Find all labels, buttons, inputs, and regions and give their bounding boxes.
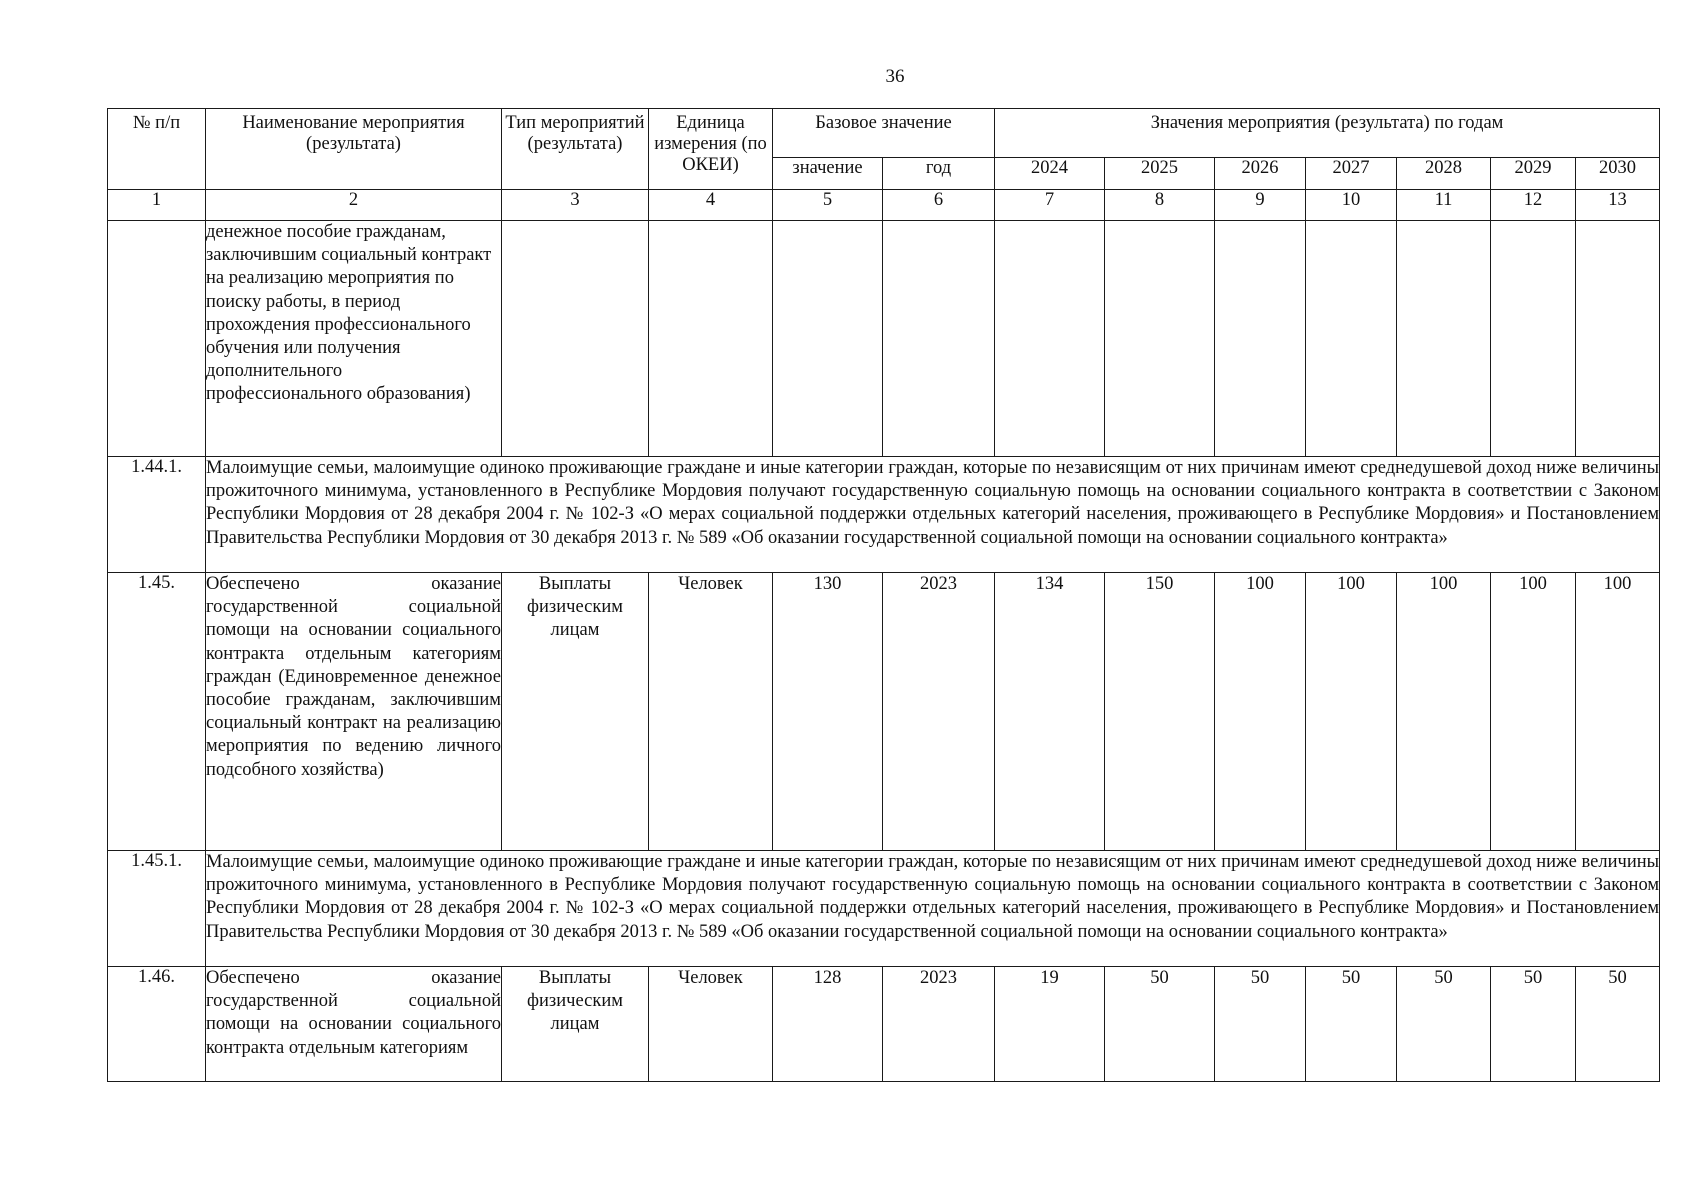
header-unit: Единица измерения (по ОКЕИ) [649,109,773,190]
row-type-cell [502,221,649,457]
header-year: 2027 [1306,158,1397,190]
column-number: 7 [995,190,1105,221]
row-description-cell: Малоимущие семьи, малоимущие одиноко проживающие граждане и иные категории граждан, которые по независящим от них причинам имеют среднедушевой доход ниже величины прожиточного минимума, установленного в Республике Мордовия получают государственную социальную помощь на основании социального контракта в соответствии с Законом Республики Мордовия от 28 декабря 2004 г. № 102-З «О мерах социальной поддержки отдельных категорий населения, проживающего в Республике Мордовия» и Постановлением Правительства Республики Мордовия от 30 декабря 2013 г. № 589 «Об оказании государственной социальной помощи на основании социального контракта» [206,457,1660,573]
row-base-value-cell: 128 [773,967,883,1082]
page-number: 36 [885,66,905,87]
row-name-cell: Обеспечено оказание государственной социальной помощи на основании социального контракта отдельным категориям граждан (Единовременное денежное пособие гражданам, заключившим социальный контракт на реализацию мероприятия по ведению личного подсобного хозяйства) [206,573,502,851]
header-row-1 [108,109,1660,158]
table-row [108,573,1660,851]
header-base-group: Базовое значение [773,109,995,158]
column-number: 11 [1397,190,1491,221]
header-index: № п/п [108,109,206,190]
row-base-year-cell: 2023 [883,967,995,1082]
table-row [108,457,1660,573]
row-year-cell: 100 [1397,573,1491,851]
column-number: 9 [1215,190,1306,221]
row-index-cell: 1.45. [108,573,206,851]
row-year-cell: 100 [1215,573,1306,851]
row-name-cell: Обеспечено оказание государственной социальной помощи на основании социального контракта отдельным категориям [206,967,502,1082]
row-year-cell [995,221,1105,457]
header-name: Наименование мероприятия (результата) [206,109,502,190]
row-unit-cell: Человек [649,573,773,851]
column-number: 13 [1576,190,1660,221]
header-year: 2028 [1397,158,1491,190]
column-number: 2 [206,190,502,221]
header-year: 2029 [1491,158,1576,190]
column-number: 8 [1105,190,1215,221]
column-number: 3 [502,190,649,221]
row-base-value-cell: 130 [773,573,883,851]
column-number: 12 [1491,190,1576,221]
column-number: 5 [773,190,883,221]
row-year-cell: 50 [1215,967,1306,1082]
row-year-cell [1105,221,1215,457]
row-year-cell: 50 [1105,967,1215,1082]
column-number: 1 [108,190,206,221]
row-year-cell: 50 [1397,967,1491,1082]
table-row [108,851,1660,967]
row-year-cell: 50 [1576,967,1660,1082]
row-base-year-cell [883,221,995,457]
row-index-cell: 1.46. [108,967,206,1082]
header-year: 2024 [995,158,1105,190]
row-name-cell: денежное пособие гражданам, заключившим социальный контракт на реализацию мероприятия по поиску работы, в период прохождения профессионального обучения или получения дополнительного профессионального образования) [206,221,502,457]
header-years-group: Значения мероприятия (результата) по годам [995,109,1660,158]
row-description-cell: Малоимущие семьи, малоимущие одиноко проживающие граждане и иные категории граждан, которые по независящим от них причинам имеют среднедушевой доход ниже величины прожиточного минимума, установленного в Республике Мордовия получают государственную социальную помощь на основании социального контракта в соответствии с Законом Республики Мордовия от 28 декабря 2004 г. № 102-З «О мерах социальной поддержки отдельных категорий населения, проживающего в Республике Мордовия» и Постановлением Правительства Республики Мордовия от 30 декабря 2013 г. № 589 «Об оказании государственной социальной помощи на основании социального контракта» [206,851,1660,967]
row-index-cell [108,221,206,457]
table-row [108,967,1660,1082]
row-year-cell [1576,221,1660,457]
row-base-year-cell: 2023 [883,573,995,851]
row-year-cell: 19 [995,967,1105,1082]
row-year-cell [1215,221,1306,457]
row-year-cell: 50 [1491,967,1576,1082]
column-number: 6 [883,190,995,221]
row-year-cell: 100 [1576,573,1660,851]
row-year-cell: 100 [1491,573,1576,851]
row-index-cell: 1.44.1. [108,457,206,573]
measures-table [107,108,1660,1082]
header-base-value: значение [773,158,883,190]
row-index-cell: 1.45.1. [108,851,206,967]
row-year-cell [1397,221,1491,457]
row-type-cell: Выплаты физическим лицам [502,573,649,851]
column-number: 4 [649,190,773,221]
header-base-year: год [883,158,995,190]
header-type: Тип мероприятий (результата) [502,109,649,190]
header-year: 2025 [1105,158,1215,190]
row-year-cell: 50 [1306,967,1397,1082]
row-year-cell [1491,221,1576,457]
table-row [108,221,1660,457]
header-year: 2030 [1576,158,1660,190]
row-year-cell: 150 [1105,573,1215,851]
row-year-cell: 100 [1306,573,1397,851]
row-year-cell: 134 [995,573,1105,851]
row-unit-cell [649,221,773,457]
row-base-value-cell [773,221,883,457]
row-type-cell: Выплаты физическим лицам [502,967,649,1082]
header-year: 2026 [1215,158,1306,190]
column-number: 10 [1306,190,1397,221]
row-unit-cell: Человек [649,967,773,1082]
row-year-cell [1306,221,1397,457]
column-number-row [108,190,1660,221]
